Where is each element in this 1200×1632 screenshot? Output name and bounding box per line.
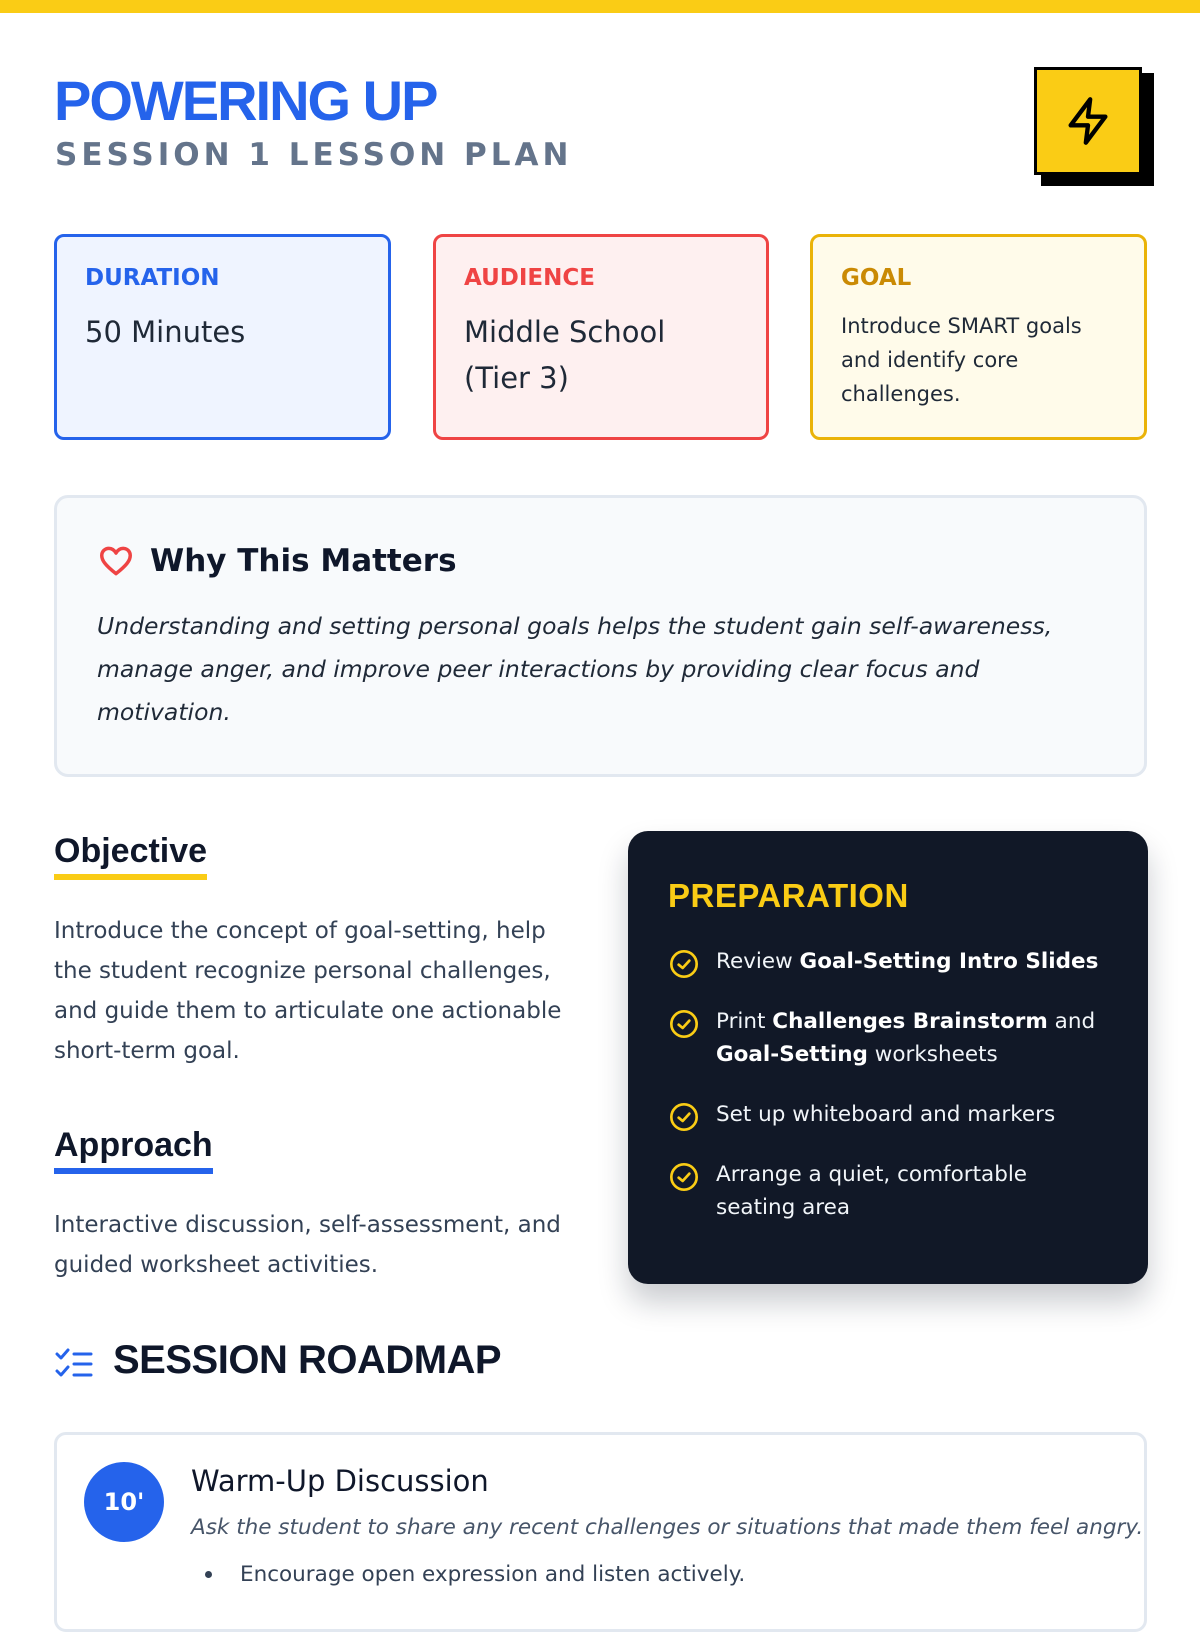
- prep-item: [668, 1158, 1108, 1224]
- check-circle-icon: [668, 948, 700, 980]
- top-accent-bar: [0, 0, 1200, 13]
- step-bullet: [205, 1562, 745, 1587]
- approach-text: Interactive discussion, self-assessment, and guided worksheet activities.: [54, 1212, 561, 1278]
- duration-label: DURATION: [85, 265, 220, 291]
- lightning-bolt-icon: [1062, 95, 1114, 147]
- audience-value: Middle School (Tier 3): [464, 315, 666, 395]
- prep-item-text: Arrange a quiet, comfortable seating area: [716, 1162, 1028, 1220]
- step-title: Warm-Up Discussion: [191, 1464, 489, 1498]
- page-subtitle: SESSION 1 LESSON PLAN: [55, 137, 573, 173]
- duration-card: [54, 234, 391, 440]
- step-bullet-text: Encourage open expression and listen actively.: [240, 1562, 746, 1587]
- why-heading: [97, 542, 457, 580]
- prep-item-strong: Challenges Brainstorm: [772, 1009, 1048, 1034]
- roadmap-title: SESSION ROADMAP: [113, 1338, 502, 1382]
- objective-text: Introduce the concept of goal-setting, help the student recognize personal challenges, and guide them to articulate one actionable short-term goal.: [54, 918, 562, 1064]
- prep-item: [668, 1005, 1108, 1071]
- prep-item-text: and: [1047, 1009, 1096, 1034]
- goal-card: [810, 234, 1147, 440]
- bullet-dot: [205, 1571, 212, 1578]
- step-duration-badge: 10': [84, 1462, 164, 1542]
- prep-item-text: Print: [716, 1009, 773, 1034]
- check-circle-icon: [668, 1008, 700, 1040]
- prep-item-text: Set up whiteboard and markers: [716, 1102, 1056, 1127]
- check-circle-icon: [668, 1101, 700, 1133]
- page-title: POWERING UP: [54, 69, 437, 132]
- heart-icon: [97, 542, 135, 580]
- prep-item-strong: Goal-Setting: [716, 1042, 868, 1067]
- checklist-icon: [55, 1348, 93, 1382]
- why-text: Understanding and setting personal goals helps the student gain self-awareness, manage anger, and improve peer interactions by providing clear focus and motivation.: [97, 612, 1053, 726]
- goal-label: GOAL: [841, 265, 912, 291]
- audience-label: AUDIENCE: [464, 265, 595, 291]
- lightning-badge: [1034, 67, 1142, 175]
- duration-value: 50 Minutes: [85, 315, 246, 349]
- prep-item-text: worksheets: [867, 1042, 998, 1067]
- prep-item: [668, 1098, 1108, 1133]
- check-circle-icon: [668, 1161, 700, 1193]
- audience-card: [433, 234, 769, 440]
- why-title: Why This Matters: [150, 543, 457, 579]
- approach-heading: Approach: [54, 1126, 213, 1174]
- prep-item-text: Review: [716, 949, 800, 974]
- objective-heading: Objective: [54, 832, 207, 880]
- prep-item: [668, 945, 1108, 980]
- preparation-title: PREPARATION: [668, 877, 909, 914]
- goal-value: Introduce SMART goals and identify core challenges.: [841, 314, 1082, 406]
- step-description: Ask the student to share any recent challenges or situations that made them feel angry.: [191, 1515, 1144, 1540]
- prep-item-strong: Goal-Setting Intro Slides: [799, 949, 1099, 974]
